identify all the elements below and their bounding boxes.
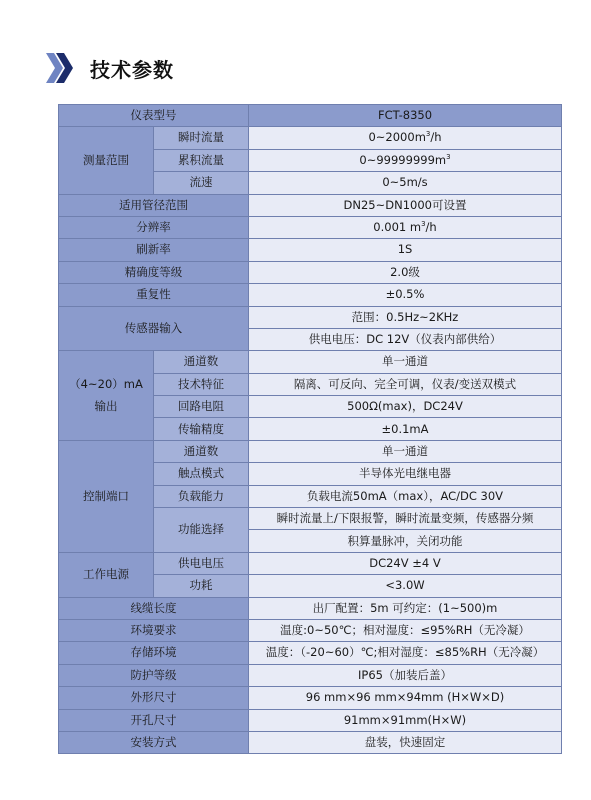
row-value: 瞬时流量上/下限报警，瞬时流量变频，传感器分频 xyxy=(249,508,562,530)
row-label: 外形尺寸 xyxy=(59,687,249,709)
table-row xyxy=(59,597,562,619)
row-value: 单一通道 xyxy=(249,351,562,373)
row-label: 线缆长度 xyxy=(59,597,249,619)
row-value: $0\sim 99999999m^3$ xyxy=(249,149,562,171)
row-value: 温度:0~50℃；相对湿度：≤95%RH（无冷凝） xyxy=(249,619,562,641)
group-label-analog: （4~20）mA 输出 xyxy=(59,351,154,441)
table-row xyxy=(59,731,562,753)
row-label: 传输精度 xyxy=(154,418,249,440)
row-value: $0\sim 2000m^3/h$ xyxy=(249,127,562,149)
table-row xyxy=(59,239,562,261)
row-label: 供电电压 xyxy=(154,552,249,574)
row-value: 0.001 $m^3/h$ xyxy=(249,216,562,238)
row-value: 供电电压：DC 12V（仪表内部供给） xyxy=(249,328,562,350)
row-label: 精确度等级 xyxy=(59,261,249,283)
table-row xyxy=(59,664,562,686)
row-label: 累积流量 xyxy=(154,149,249,171)
row-label: 功能选择 xyxy=(154,508,249,553)
table-row xyxy=(59,552,562,574)
row-label: 回路电阻 xyxy=(154,396,249,418)
param-header: 仪表型号 xyxy=(59,105,249,127)
spec-table xyxy=(58,104,562,754)
row-value: 91mm×91mm(H×W) xyxy=(249,709,562,731)
row-value: 96 mm×96 mm×94mm (H×W×D) xyxy=(249,687,562,709)
row-value: 范围：0.5Hz~2KHz xyxy=(249,306,562,328)
row-label: 适用管径范围 xyxy=(59,194,249,216)
model-header: FCT-8350 xyxy=(249,105,562,127)
table-row xyxy=(59,642,562,664)
row-value: ±0.1mA xyxy=(249,418,562,440)
table-row xyxy=(59,127,562,149)
row-value: 隔离、可反向、完全可调，仪表/变送双模式 xyxy=(249,373,562,395)
row-value: 500Ω(max)，DC24V xyxy=(249,396,562,418)
group-label-power: 工作电源 xyxy=(59,552,154,597)
row-value: 负载电流50mA（max），AC/DC 30V xyxy=(249,485,562,507)
row-label: 环境要求 xyxy=(59,619,249,641)
table-row xyxy=(59,216,562,238)
row-value: 出厂配置：5m 可约定：(1~500)m xyxy=(249,597,562,619)
group-label-control: 控制端口 xyxy=(59,440,154,552)
row-value: 0~5m/s xyxy=(249,172,562,194)
row-label: 防护等级 xyxy=(59,664,249,686)
row-value: 1S xyxy=(249,239,562,261)
table-row xyxy=(59,709,562,731)
section-header xyxy=(44,48,174,88)
table-row xyxy=(59,284,562,306)
double-chevron-icon xyxy=(44,51,76,85)
table-row xyxy=(59,687,562,709)
row-label: 负载能力 xyxy=(154,485,249,507)
table-row xyxy=(59,619,562,641)
row-label: 技术特征 xyxy=(154,373,249,395)
row-label: 流速 xyxy=(154,172,249,194)
row-label: 通道数 xyxy=(154,440,249,462)
row-label: 瞬时流量 xyxy=(154,127,249,149)
row-value: DC24V ±4 V xyxy=(249,552,562,574)
table-row xyxy=(59,306,562,328)
table-row xyxy=(59,351,562,373)
row-label: 分辨率 xyxy=(59,216,249,238)
row-value: 2.0级 xyxy=(249,261,562,283)
table-row xyxy=(59,261,562,283)
group-label-sensor: 传感器输入 xyxy=(59,306,249,351)
row-label: 触点模式 xyxy=(154,463,249,485)
row-label: 刷新率 xyxy=(59,239,249,261)
row-label: 安装方式 xyxy=(59,731,249,753)
row-value: 积算量脉冲，关闭功能 xyxy=(249,530,562,552)
row-label: 存储环境 xyxy=(59,642,249,664)
row-value: 单一通道 xyxy=(249,440,562,462)
row-label: 重复性 xyxy=(59,284,249,306)
table-row xyxy=(59,440,562,462)
row-value: DN25~DN1000可设置 xyxy=(249,194,562,216)
row-value: 盘装，快速固定 xyxy=(249,731,562,753)
row-label: 开孔尺寸 xyxy=(59,709,249,731)
table-row xyxy=(59,105,562,127)
row-value: 半导体光电继电器 xyxy=(249,463,562,485)
row-value: <3.0W xyxy=(249,575,562,597)
group-label-measure: 测量范围 xyxy=(59,127,154,194)
row-value: ±0.5% xyxy=(249,284,562,306)
table-row xyxy=(59,194,562,216)
section-title: 技术参数 xyxy=(90,57,174,82)
row-label: 通道数 xyxy=(154,351,249,373)
row-value: 温度：（-20~60）℃;相对湿度：≤85%RH（无冷凝） xyxy=(249,642,562,664)
row-value: IP65（加装后盖） xyxy=(249,664,562,686)
row-label: 功耗 xyxy=(154,575,249,597)
